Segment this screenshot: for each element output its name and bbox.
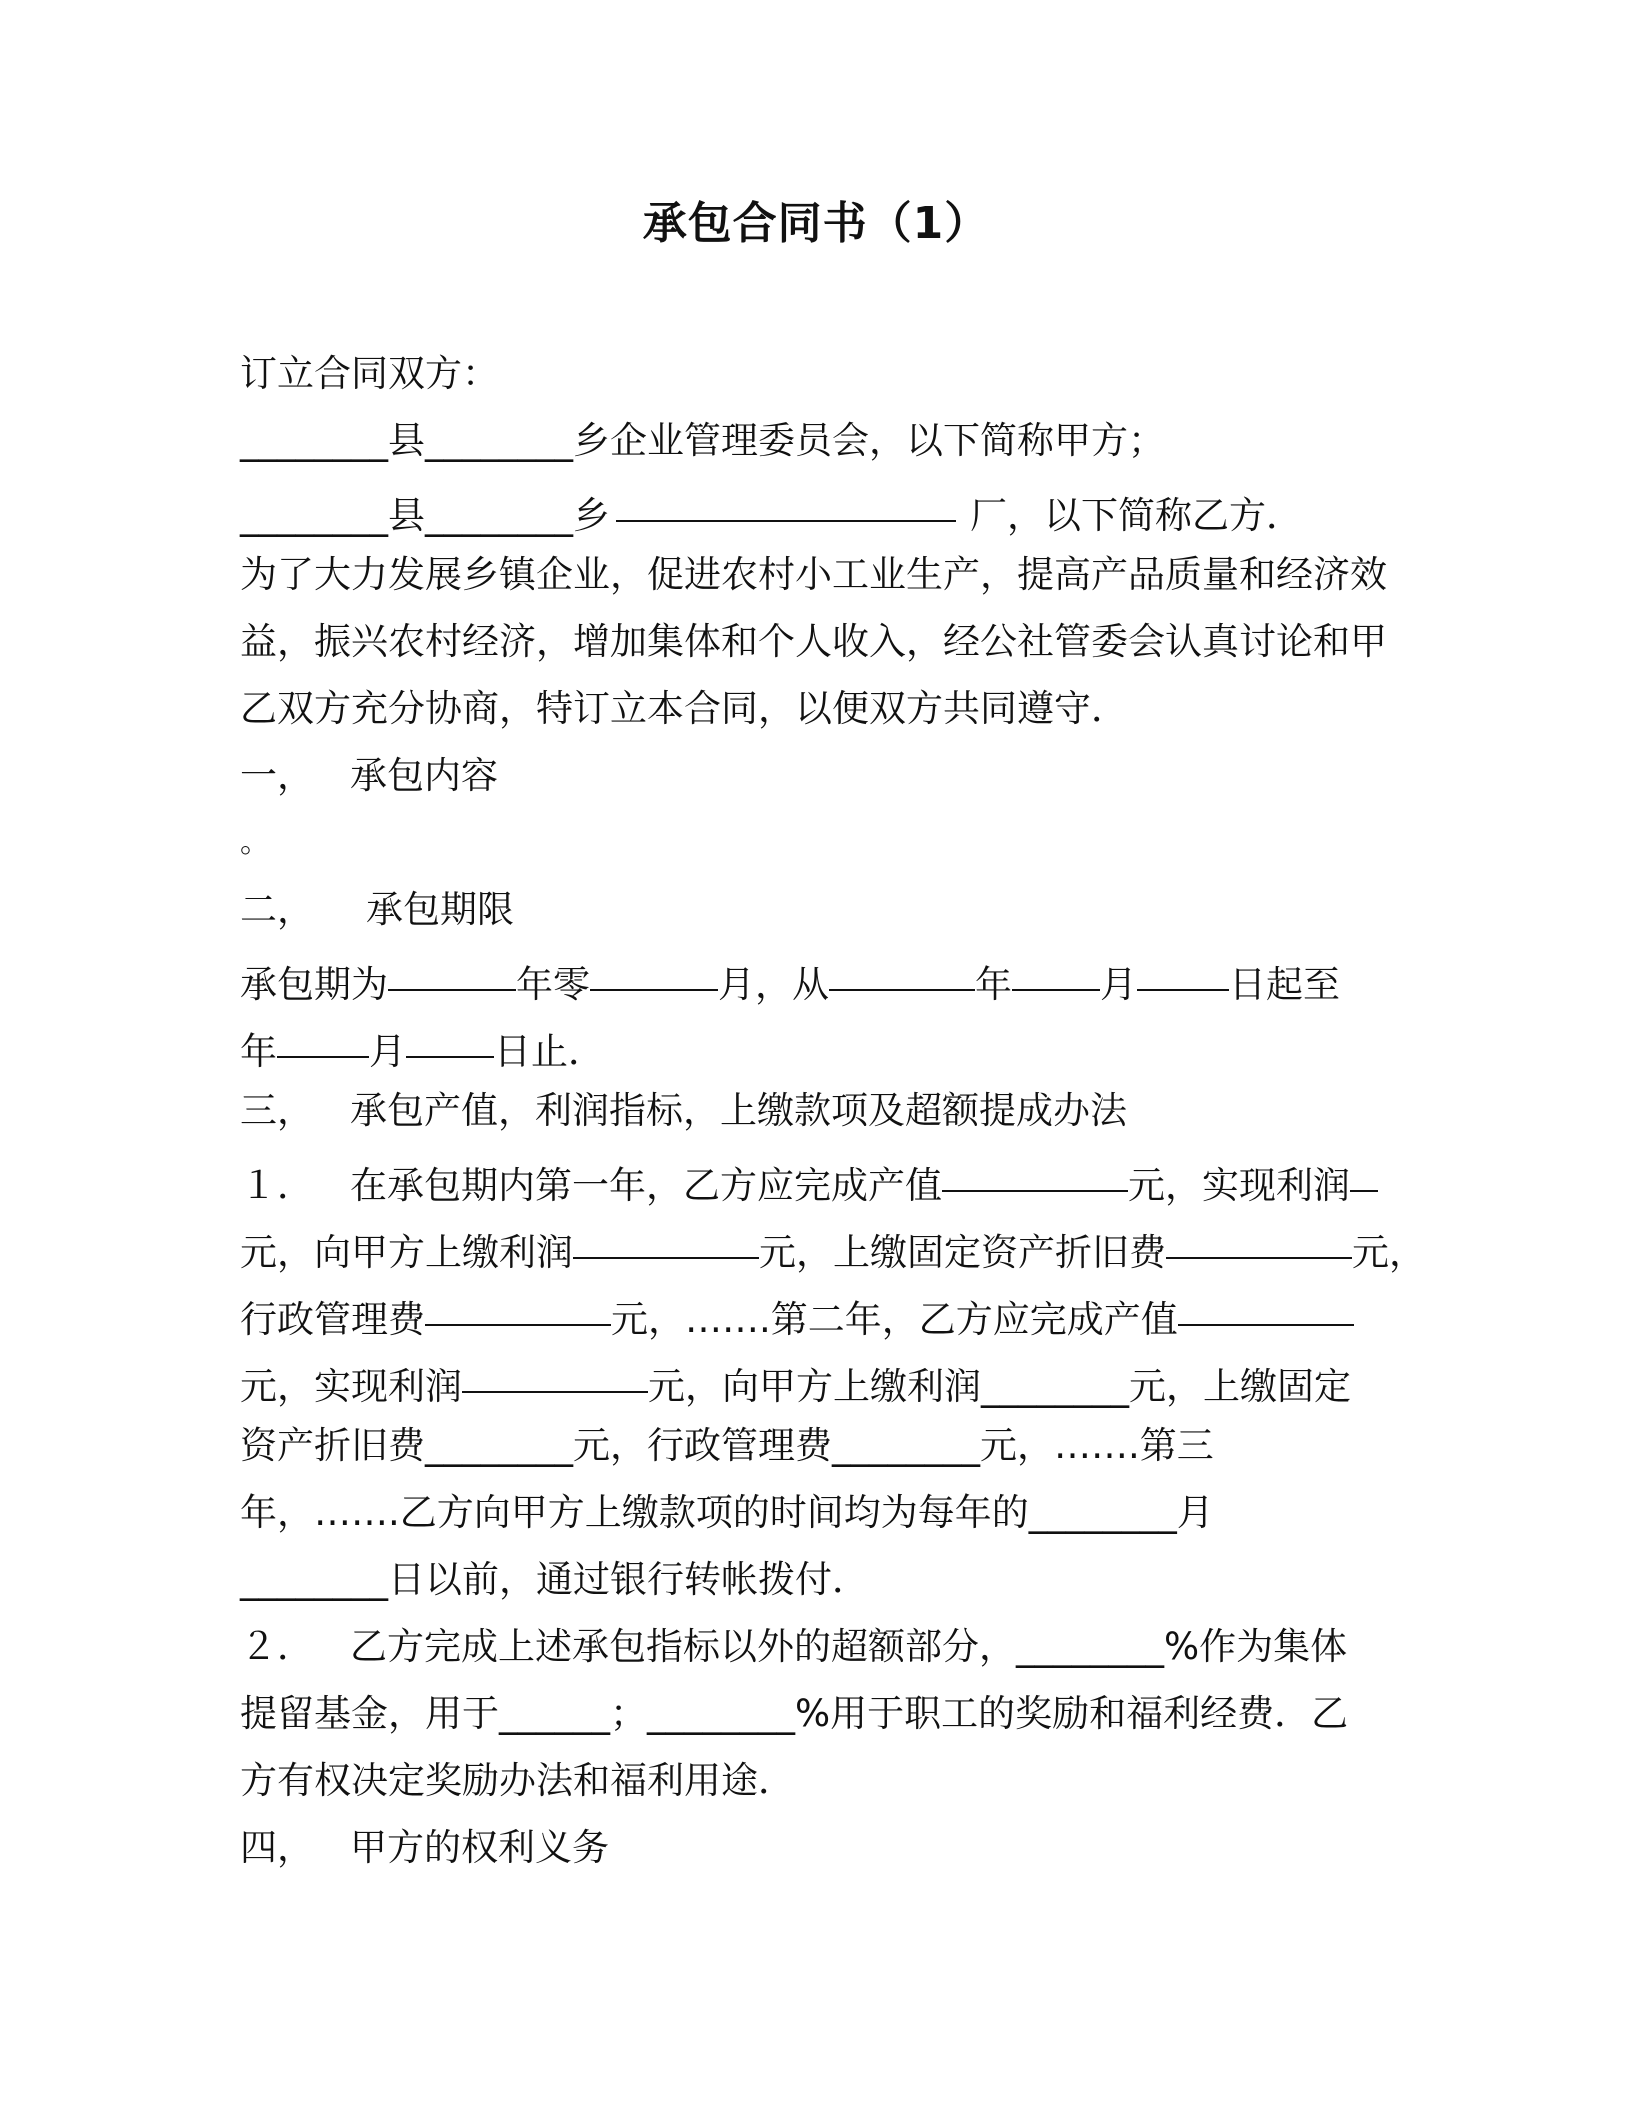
text-line xyxy=(240,340,1390,407)
text-line xyxy=(240,943,1390,1010)
preamble-text: 为了大力发展乡镇企业，促进农村小工业生产，提高产品质量和经济效 xyxy=(240,553,1387,596)
end-month-blank xyxy=(277,1010,369,1058)
clause-number: １． xyxy=(240,1164,314,1207)
term-text: 承包期为 xyxy=(240,963,388,1006)
second-year-profit-blank xyxy=(462,1345,648,1393)
text-line xyxy=(240,1680,1390,1747)
text-line xyxy=(240,541,1390,608)
clause-text: 在承包期内第一年，乙方应完成产值 xyxy=(350,1164,942,1207)
section-heading: 甲方的权利义务 xyxy=(350,1826,609,1869)
section-heading: 承包产值，利润指标，上缴款项及超额提成办法 xyxy=(350,1089,1127,1132)
end-day-blank xyxy=(406,1010,494,1058)
text-line xyxy=(240,1010,1390,1077)
clause-text: 年，…….乙方向甲方上缴款项的时间均为每年的________月 xyxy=(240,1491,1214,1534)
section-heading: 承包内容 xyxy=(350,754,498,797)
term-text: 月，从 xyxy=(718,963,829,1006)
term-months-blank xyxy=(590,943,718,991)
text-line xyxy=(240,407,1390,474)
start-month-blank xyxy=(1012,943,1100,991)
text-line xyxy=(240,742,1390,809)
clause-text: 元，…….第二年，乙方应完成产值 xyxy=(611,1298,1178,1341)
term-text: 年零 xyxy=(516,963,590,1006)
start-year-blank xyxy=(829,943,975,991)
term-years-blank xyxy=(388,943,516,991)
text-line xyxy=(240,1814,1390,1881)
clause-text: 提留基金，用于______；________%用于职工的奖励和福利经费．乙 xyxy=(240,1692,1349,1735)
profit-payment-blank xyxy=(573,1211,759,1259)
profit-blank xyxy=(1350,1144,1378,1192)
section-number: 三， xyxy=(240,1089,314,1132)
clause-text: 资产折旧费________元，行政管理费________元，…….第三 xyxy=(240,1424,1214,1467)
start-day-blank xyxy=(1137,943,1229,991)
text-line xyxy=(240,809,1390,876)
term-text: 日止． xyxy=(494,1030,605,1073)
clause-text: 乙方完成上述承包指标以外的超额部分，________%作为集体 xyxy=(350,1625,1348,1668)
clause-text: 方有权决定奖励办法和福利用途． xyxy=(240,1759,795,1802)
party-b-line: 厂，以下简称乙方． xyxy=(970,494,1303,537)
text-line xyxy=(240,1211,1426,1278)
second-year-output-blank xyxy=(1178,1278,1354,1326)
text-line xyxy=(240,474,1390,541)
term-text: 月 xyxy=(1100,963,1137,1006)
section-heading: 承包期限 xyxy=(366,888,514,931)
document-title: 承包合同书（1） xyxy=(642,198,990,249)
clause-text: 元，向甲方上缴利润________元，上缴固定 xyxy=(648,1365,1351,1408)
text-line xyxy=(240,1613,1390,1680)
clause-number: ２． xyxy=(240,1625,314,1668)
depreciation-blank xyxy=(1166,1211,1352,1259)
term-text: 年 xyxy=(240,1030,277,1073)
term-text: 日起至 xyxy=(1229,963,1340,1006)
text-line xyxy=(240,1077,1390,1144)
text-line xyxy=(240,675,1390,742)
text-line xyxy=(240,1546,1390,1613)
text-line xyxy=(240,608,1390,675)
section-number: 一， xyxy=(240,754,314,797)
party-b-location: ________县________乡 xyxy=(240,494,610,537)
term-text: 月 xyxy=(369,1030,406,1073)
text-line xyxy=(240,1278,1390,1345)
text-line xyxy=(240,1479,1390,1546)
text-line xyxy=(240,876,1390,943)
admin-fee-blank xyxy=(425,1278,611,1326)
clause-text: 元，上缴固定资产折旧费 xyxy=(759,1231,1166,1274)
text-line xyxy=(240,1345,1390,1412)
party-a-line: ________县________乡企业管理委员会，以下简称甲方； xyxy=(240,419,1165,462)
parties-heading: 订立合同双方： xyxy=(240,352,499,395)
term-text: 年 xyxy=(975,963,1012,1006)
text-line xyxy=(240,1144,1390,1211)
text-line xyxy=(240,1747,1390,1814)
content-placeholder: 。 xyxy=(240,825,270,860)
section-number: 四， xyxy=(240,1826,314,1869)
preamble-text: 乙双方充分协商，特订立本合同，以便双方共同遵守． xyxy=(240,687,1128,730)
clause-text: 元， xyxy=(1352,1231,1426,1274)
output-value-blank xyxy=(942,1144,1128,1192)
clause-text: 元，实现利润 xyxy=(240,1365,462,1408)
text-line xyxy=(240,1412,1390,1479)
clause-text: ________日以前，通过银行转帐拨付． xyxy=(240,1558,869,1601)
document-body xyxy=(240,340,1426,1881)
clause-text: 元，实现利润 xyxy=(1128,1164,1350,1207)
clause-text: 行政管理费 xyxy=(240,1298,425,1341)
section-number: 二， xyxy=(240,888,314,931)
preamble-text: 益，振兴农村经济，增加集体和个人收入，经公社管委会认真讨论和甲 xyxy=(240,620,1387,663)
factory-name-blank xyxy=(616,474,956,522)
clause-text: 元，向甲方上缴利润 xyxy=(240,1231,573,1274)
